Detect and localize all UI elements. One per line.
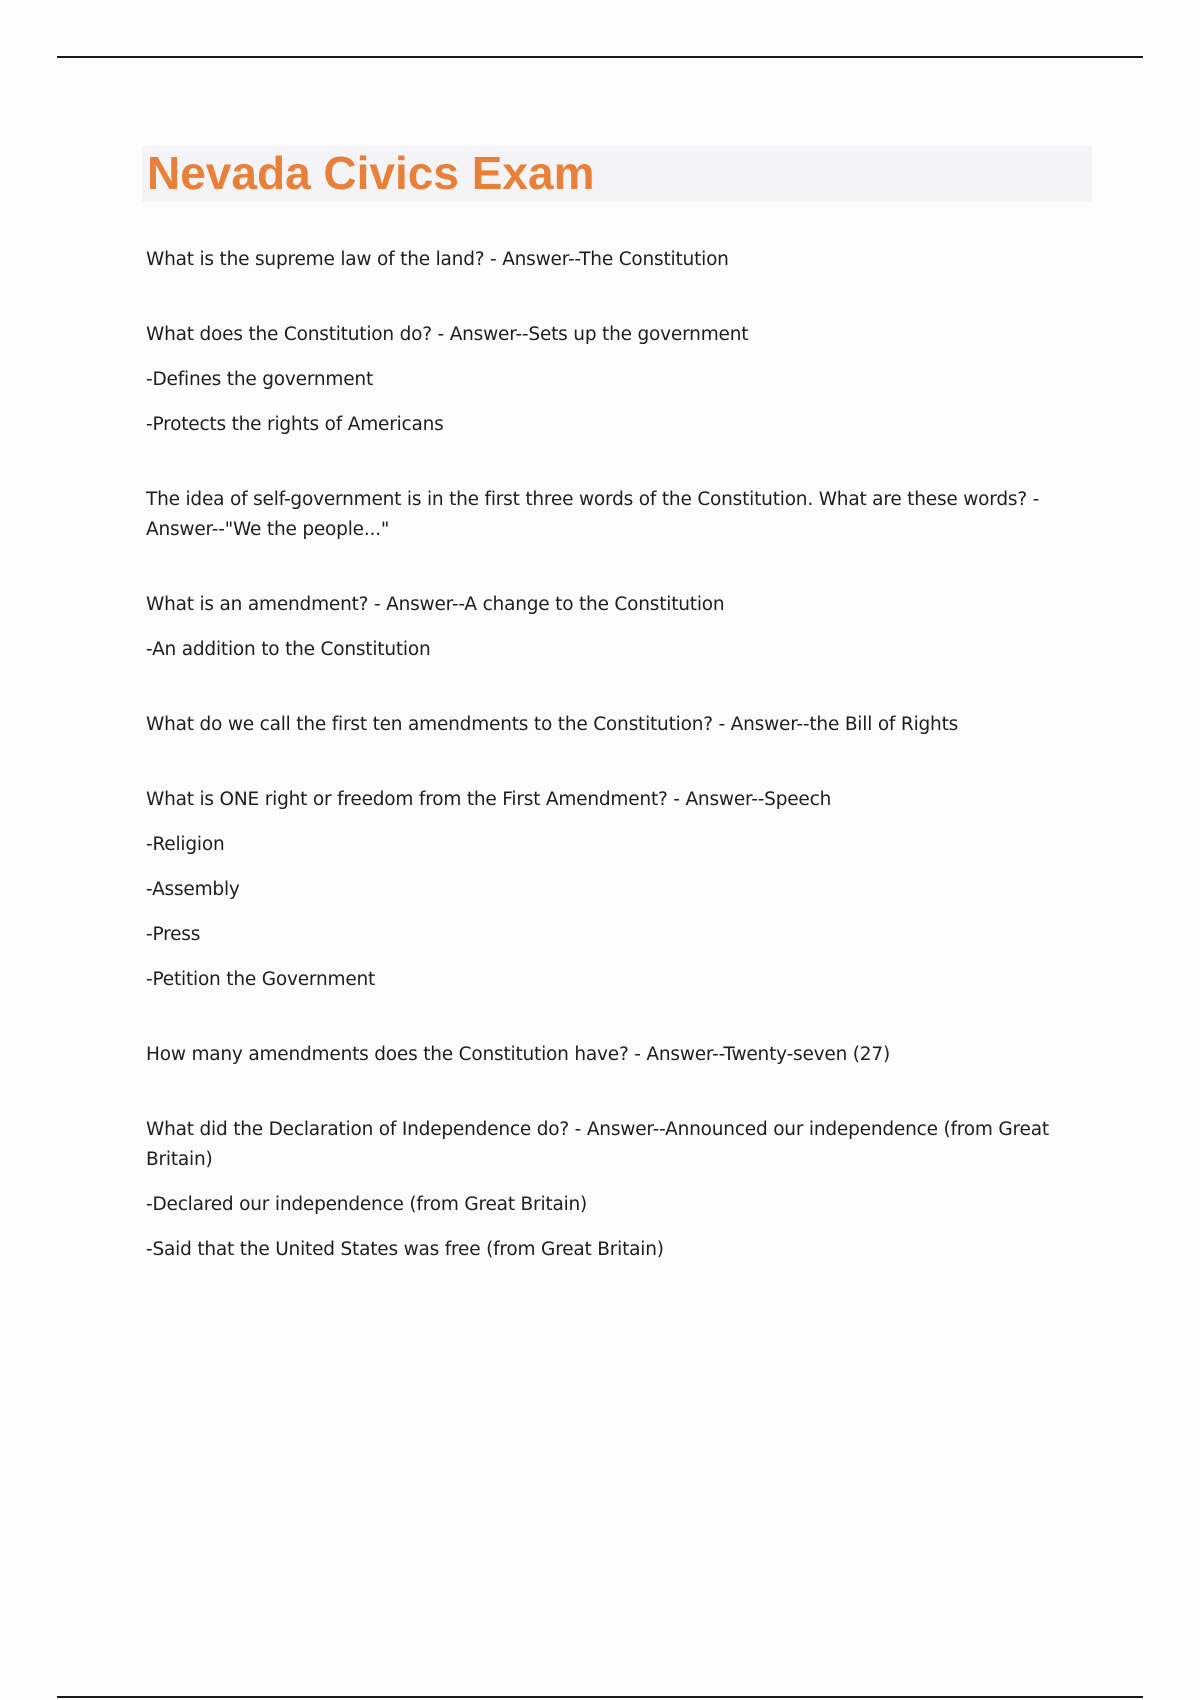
- qa-item: [146, 785, 1076, 995]
- alternative-answer: -Petition the Government: [146, 969, 376, 990]
- question-answer: What is the supreme law of the land? - Answer--The Constitution: [146, 249, 729, 270]
- alternative-answer: -Protects the rights of Americans: [146, 414, 444, 435]
- bottom-rule: [57, 1696, 1143, 1698]
- question-answer: How many amendments does the Constitution have? - Answer--Twenty-seven (27): [146, 1044, 890, 1065]
- question-answer: What does the Constitution do? - Answer--Sets up the government: [146, 324, 749, 345]
- alternative-answer: -Defines the government: [146, 369, 374, 390]
- qa-item: [146, 320, 1076, 440]
- question-answer: What is ONE right or freedom from the First Amendment? - Answer--Speech: [146, 789, 832, 810]
- qa-item: [146, 485, 1076, 545]
- page-title: Nevada Civics Exam: [147, 147, 595, 199]
- question-answer: What do we call the first ten amendments to the Constitution? - Answer--the Bill of Rights: [146, 714, 959, 735]
- alternative-answer: -Assembly: [146, 879, 240, 900]
- qa-item: [146, 1115, 1076, 1265]
- qa-item: [146, 590, 1076, 665]
- question-answer: What did the Declaration of Independence do? - Answer--Announced our independence (from Great Britain): [146, 1119, 1049, 1170]
- qa-item: [146, 710, 1076, 740]
- document-body: [146, 245, 1076, 1310]
- qa-item: [146, 245, 1076, 275]
- question-answer: The idea of self-government is in the first three words of the Constitution. What are these words? - Answer--"We the people...": [146, 489, 1040, 540]
- question-answer: What is an amendment? - Answer--A change to the Constitution: [146, 594, 725, 615]
- alternative-answer: -Declared our independence (from Great Britain): [146, 1194, 588, 1215]
- alternative-answer: -Said that the United States was free (from Great Britain): [146, 1239, 664, 1260]
- alternative-answer: -An addition to the Constitution: [146, 639, 431, 660]
- alternative-answer: -Press: [146, 924, 201, 945]
- qa-item: [146, 1040, 1076, 1070]
- alternative-answer: -Religion: [146, 834, 225, 855]
- top-rule: [57, 56, 1143, 58]
